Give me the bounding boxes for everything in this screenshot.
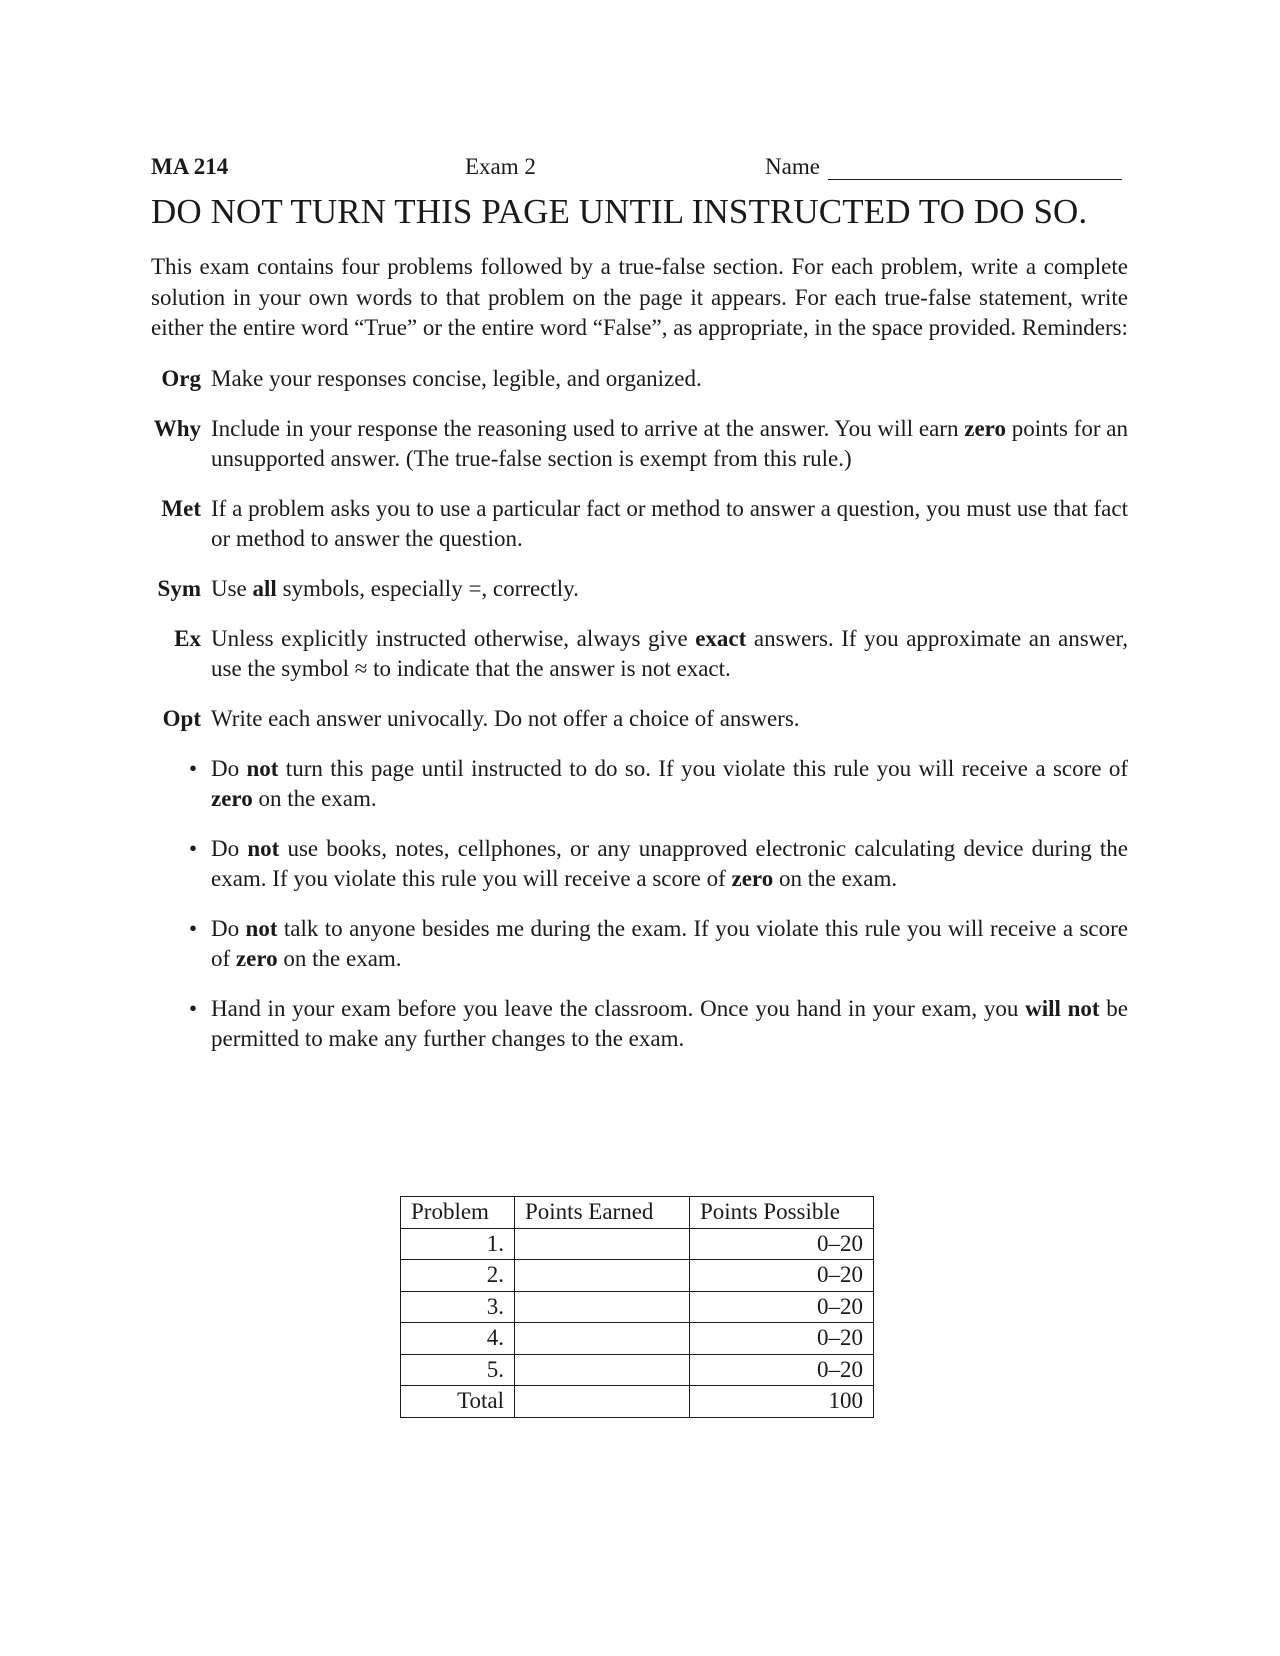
rule-text-part: Use [211,575,253,601]
bullet-icon: • [188,755,197,781]
cell-points-possible: 100 [690,1386,874,1418]
bullet-text-part: on the exam. [277,945,402,971]
rule-tag: Sym [157,575,201,601]
rule-text [211,364,1128,394]
emphasis-text: zero [235,945,278,971]
rule-opt [151,704,1128,734]
cell-points-possible: 0–20 [690,1323,874,1355]
cell-points-possible: 0–20 [690,1291,874,1323]
rule-sym [151,574,1128,604]
rule-org [151,364,1128,394]
cell-points-earned[interactable] [515,1291,690,1323]
score-table-header-row [401,1197,874,1229]
bullet-text [211,754,1128,814]
rule-met [151,494,1128,554]
header-points-possible: Points Possible [690,1197,874,1229]
cell-points-earned[interactable] [515,1354,690,1386]
cell-problem: 1. [401,1228,515,1260]
score-table-row [401,1260,874,1292]
score-table-row [401,1228,874,1260]
cell-problem: 5. [401,1354,515,1386]
cell-points-earned[interactable] [515,1228,690,1260]
cell-points-possible: 0–20 [690,1354,874,1386]
score-table-row [401,1291,874,1323]
rule-tag: Why [153,415,201,441]
bullet-text [211,834,1128,894]
instruction-bullet [151,914,1128,974]
course-code: MA 214 [151,154,229,179]
bullet-text [211,994,1128,1054]
name-field [765,154,1122,180]
bullet-icon: • [188,915,197,941]
bullet-text-part: Do [211,915,246,941]
header [151,148,1128,190]
rule-text [211,624,1128,684]
score-table-row [401,1323,874,1355]
emphasis-text: all [252,575,277,601]
rule-text-part: symbols, especially =, correctly. [276,575,579,601]
bullet-text-part: Do [211,755,247,781]
name-label: Name [765,154,820,179]
rule-tag: Ex [174,625,201,651]
rule-text [211,574,1128,604]
bullet-text [211,914,1128,974]
intro-paragraph: This exam contains four problems followed by a true-false section. For each problem, write a complete solution in your own words to that problem on the page it appears. For each true-false statement, write either the entire word “True” or the entire word “False”, as appropriate, in the space provided. Reminders: [151,254,1128,340]
cell-points-earned[interactable] [515,1386,690,1418]
cell-problem: 3. [401,1291,515,1323]
cell-points-possible: 0–20 [690,1228,874,1260]
emphasis-text: zero [211,785,253,811]
cell-problem: 4. [401,1323,515,1355]
rule-tag: Opt [162,705,201,731]
rule-text [211,704,1128,734]
cell-points-earned[interactable] [515,1323,690,1355]
bullet-text-part: on the exam. [252,785,377,811]
reminder-rules [151,364,1128,734]
rule-tag: Org [161,365,201,391]
bullet-text-part: talk to anyone besides me during the exam. If you violate this rule you will receive a score of [211,915,1128,971]
emphasis-text: exact [695,625,747,651]
cell-problem: Total [401,1386,515,1418]
bullet-text-part: use books, notes, cellphones, or any unapproved electronic calculating device during the exam. If you violate this rule you will receive a score of [211,835,1128,891]
emphasis-text: not [247,835,280,861]
emphasis-text: zero [731,865,774,891]
bullet-text-part: turn this page until instructed to do so. If you violate this rule you will receive a score of [278,755,1128,781]
bullet-text-part: on the exam. [773,865,898,891]
cell-points-possible: 0–20 [690,1260,874,1292]
bullet-text-part: Hand in your exam before you leave the classroom. Once you hand in your exam, you [211,995,1026,1021]
rule-text [211,414,1128,474]
score-table [400,1196,874,1418]
bullet-icon: • [188,995,197,1021]
rule-text-part: points for an unsupported answer. (The true-false section is exempt from this rule.) [211,415,1128,471]
rule-tag: Met [161,495,201,521]
rule-why [151,414,1128,474]
instruction-bullet [151,834,1128,894]
rule-ex [151,624,1128,684]
cell-points-earned[interactable] [515,1260,690,1292]
emphasis-text: will not [1025,995,1100,1021]
warning-heading: DO NOT TURN THIS PAGE UNTIL INSTRUCTED TO DO SO. [151,192,1088,231]
exam-title: Exam 2 [465,154,536,179]
instruction-bullet [151,754,1128,814]
emphasis-text: not [245,915,278,941]
header-points-earned: Points Earned [515,1197,690,1229]
rule-text-part: Include in your response the reasoning used to arrive at the answer. You will earn [211,415,965,441]
rule-text-part: If a problem asks you to use a particular fact or method to answer a question, you must use that fact or method to answer the question. [211,495,1128,551]
rule-text [211,494,1128,554]
instruction-bullet [151,994,1128,1054]
instruction-bullets [151,754,1128,1054]
bullet-text-part: Do [211,835,248,861]
rule-text-part: Make your responses concise, legible, and organized. [211,365,702,391]
header-problem: Problem [401,1197,515,1229]
exam-cover-page [151,148,1128,1074]
cell-problem: 2. [401,1260,515,1292]
bullet-text-part: be permitted to make any further changes to the exam. [211,995,1129,1051]
rule-text-part: Unless explicitly instructed otherwise, always give [211,625,696,651]
rule-text-part: answers. If you approximate an answer, use the symbol ≈ to indicate that the answer is not exact. [211,625,1128,681]
name-blank-line[interactable] [828,157,1122,180]
bullet-icon: • [188,835,197,861]
rule-text-part: Write each answer univocally. Do not offer a choice of answers. [211,705,800,731]
score-table-row [401,1386,874,1418]
emphasis-text: not [246,755,279,781]
emphasis-text: zero [964,415,1006,441]
score-table-row [401,1354,874,1386]
